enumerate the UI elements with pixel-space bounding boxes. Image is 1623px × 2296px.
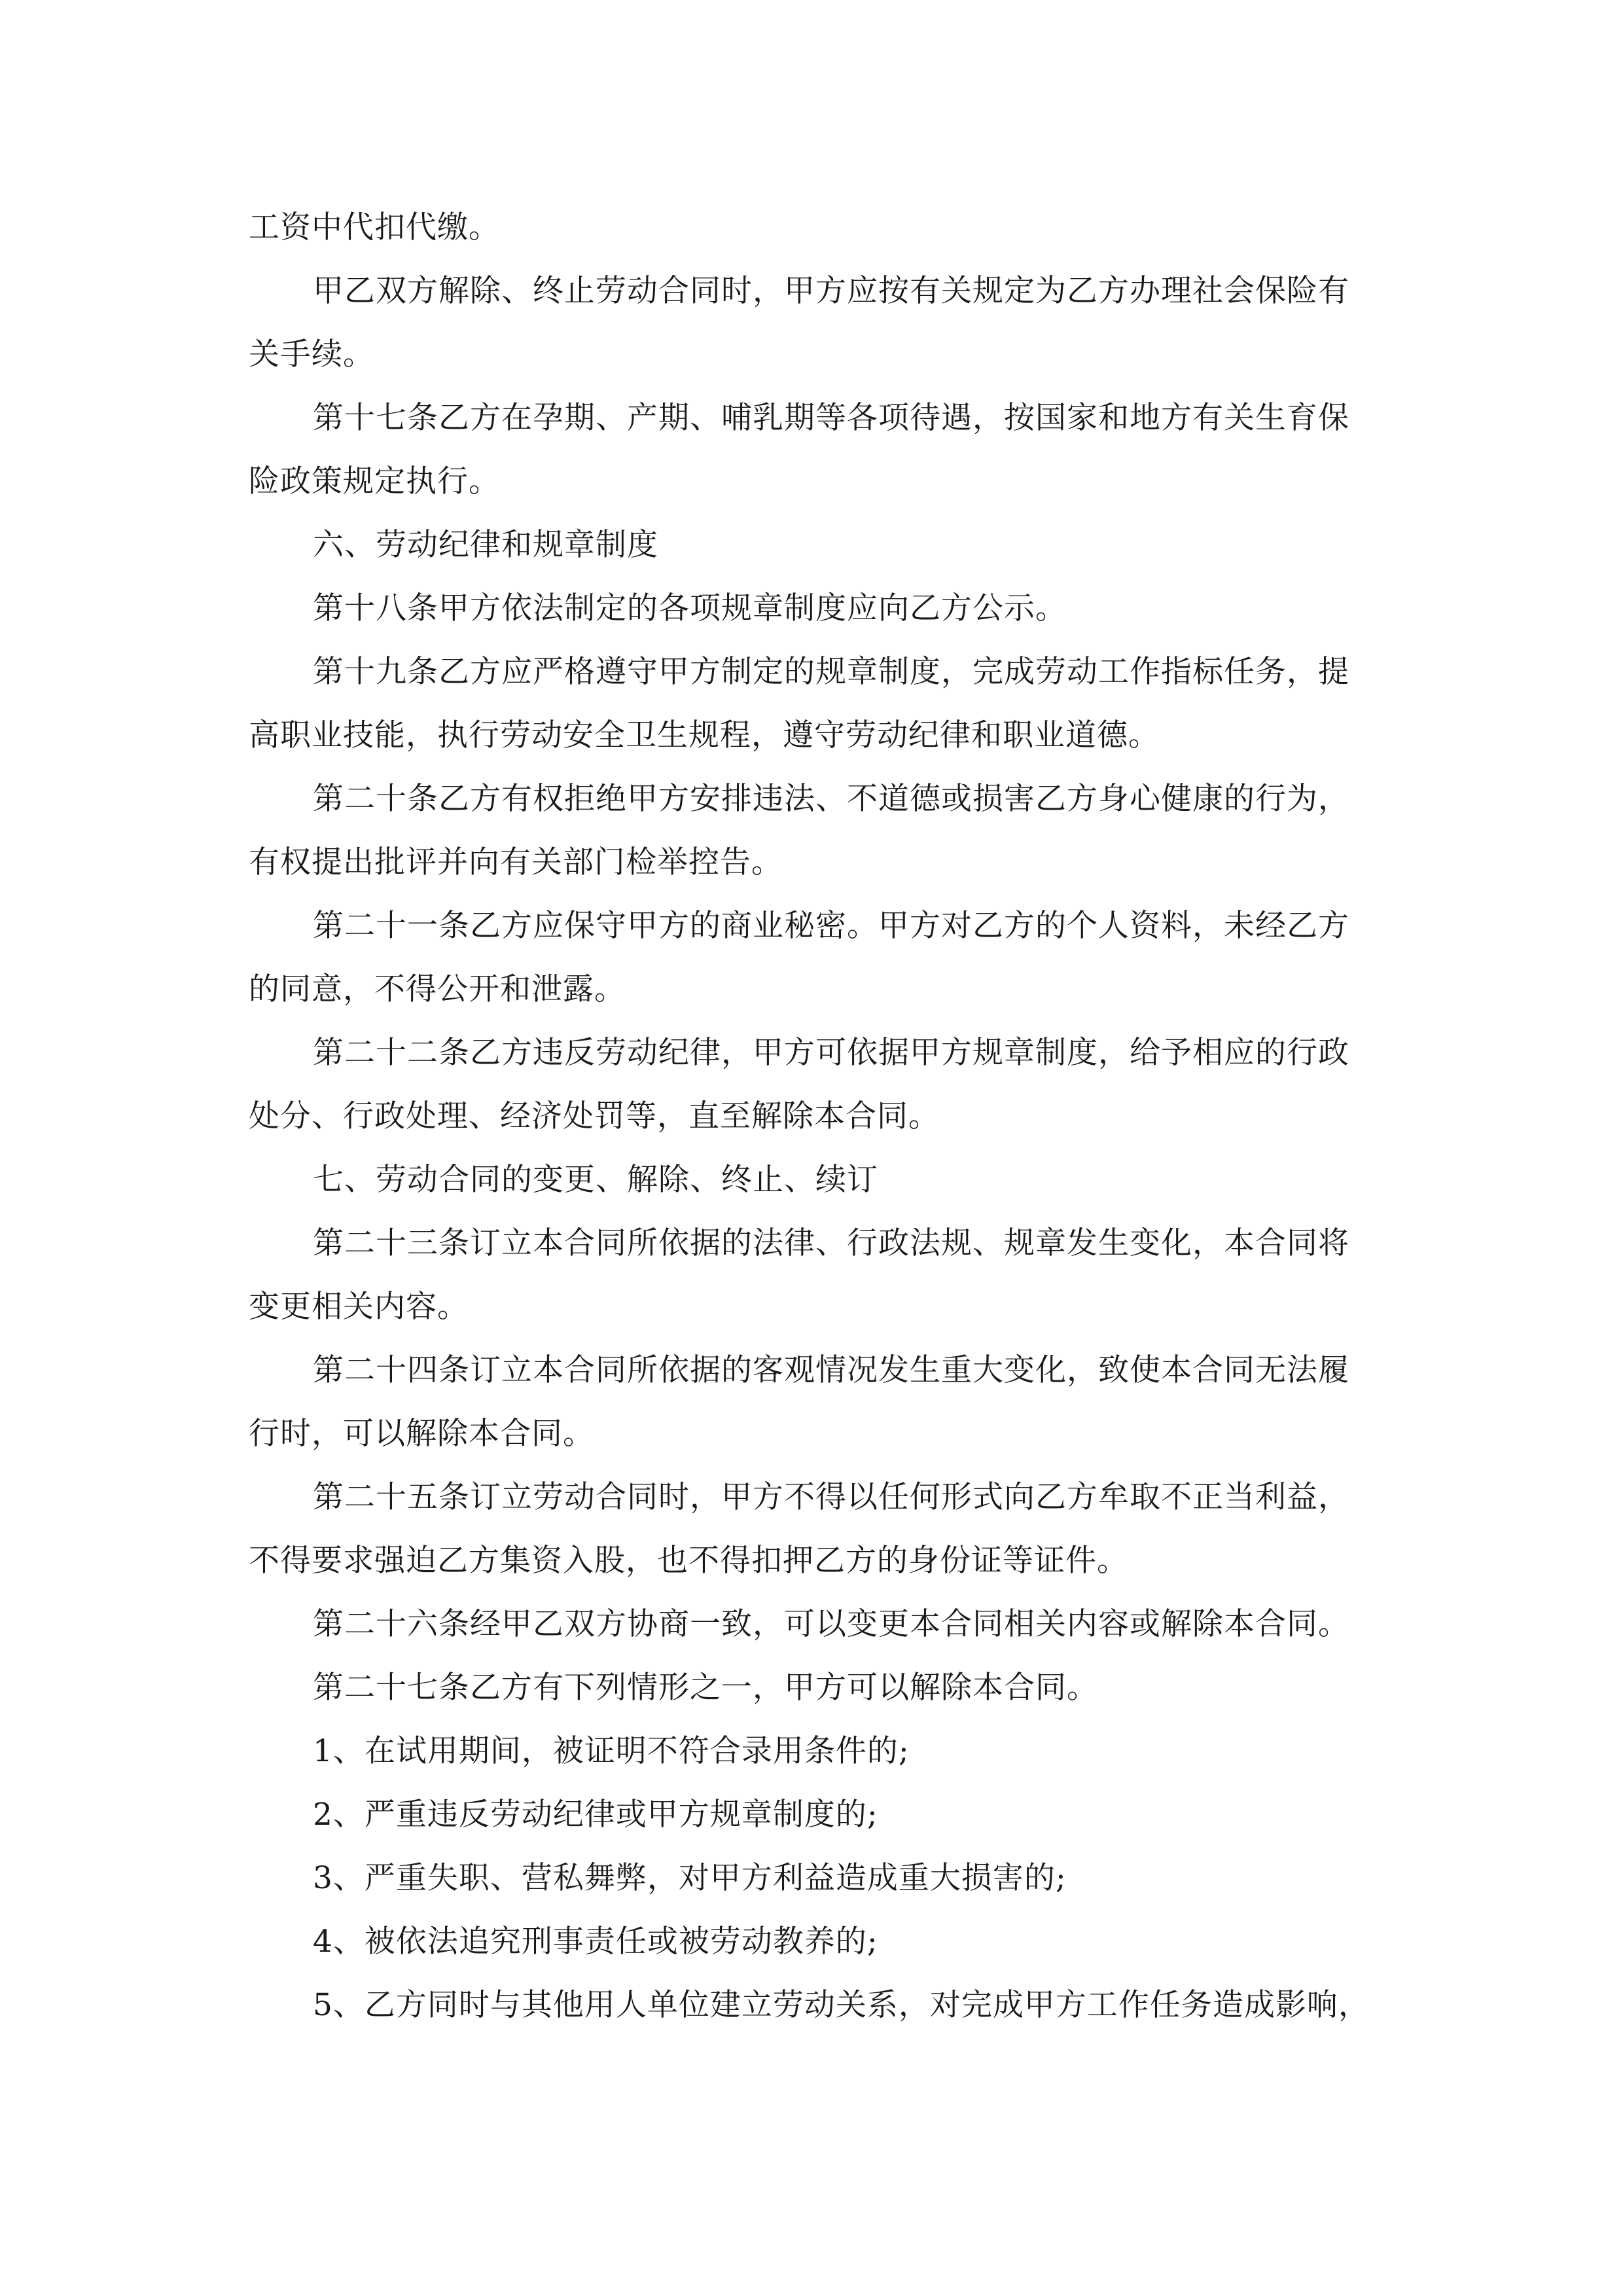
text-line: 第十七条乙方在孕期、产期、哺乳期等各项待遇，按国家和地方有关生育保 (313, 400, 1349, 436)
list-item: 3、严重失职、营私舞弊，对甲方利益造成重大损害的; (313, 1860, 1067, 1896)
text-line: 的同意，不得公开和泄露。 (249, 971, 626, 1007)
text-line: 第二十五条订立劳动合同时，甲方不得以任何形式向乙方牟取不正当利益， (313, 1479, 1349, 1515)
text-line: 第二十三条订立本合同所依据的法律、行政法规、规章发生变化，本合同将 (313, 1225, 1349, 1261)
text-line: 变更相关内容。 (249, 1289, 469, 1325)
list-item: 2、严重违反劳动纪律或甲方规章制度的; (313, 1797, 878, 1833)
text-line: 第十九条乙方应严格遵守甲方制定的规章制度，完成劳动工作指标任务，提 (313, 654, 1349, 690)
text-line: 工资中代扣代缴。 (249, 209, 500, 245)
text-line: 关手续。 (249, 336, 374, 372)
section-heading: 七、劳动合同的变更、解除、终止、续订 (313, 1162, 878, 1198)
list-item: 1、在试用期间，被证明不符合录用条件的; (313, 1733, 910, 1769)
text-line: 第二十二条乙方违反劳动纪律，甲方可依据甲方规章制度，给予相应的行政 (313, 1035, 1349, 1071)
text-line: 第十八条甲方依法制定的各项规章制度应向乙方公示。 (313, 590, 1067, 626)
section-heading: 六、劳动纪律和规章制度 (313, 527, 658, 563)
list-item: 4、被依法追究刑事责任或被劳动教养的; (313, 1924, 878, 1960)
text-line: 险政策规定执行。 (249, 463, 500, 499)
text-line: 有权提出批评并向有关部门检举控告。 (249, 844, 783, 880)
text-line: 处分、行政处理、经济处罚等，直至解除本合同。 (249, 1098, 940, 1134)
text-line: 第二十一条乙方应保守甲方的商业秘密。甲方对乙方的个人资料，未经乙方 (313, 908, 1349, 944)
list-item: 5、乙方同时与其他用人单位建立劳动关系，对完成甲方工作任务造成影响， (313, 1987, 1370, 2023)
text-line: 第二十四条订立本合同所依据的客观情况发生重大变化，致使本合同无法履 (313, 1352, 1349, 1388)
text-line: 行时，可以解除本合同。 (249, 1416, 594, 1452)
text-line: 高职业技能，执行劳动安全卫生规程，遵守劳动纪律和职业道德。 (249, 717, 1160, 753)
text-line: 第二十七条乙方有下列情形之一，甲方可以解除本合同。 (313, 1670, 1098, 1706)
text-line: 甲乙双方解除、终止劳动合同时，甲方应按有关规定为乙方办理社会保险有 (313, 273, 1349, 309)
text-line: 不得要求强迫乙方集资入股，也不得扣押乙方的身份证等证件。 (249, 1543, 1128, 1579)
text-line: 第二十六条经甲乙双方协商一致，可以变更本合同相关内容或解除本合同。 (313, 1606, 1349, 1642)
text-line: 第二十条乙方有权拒绝甲方安排违法、不道德或损害乙方身心健康的行为， (313, 781, 1349, 817)
